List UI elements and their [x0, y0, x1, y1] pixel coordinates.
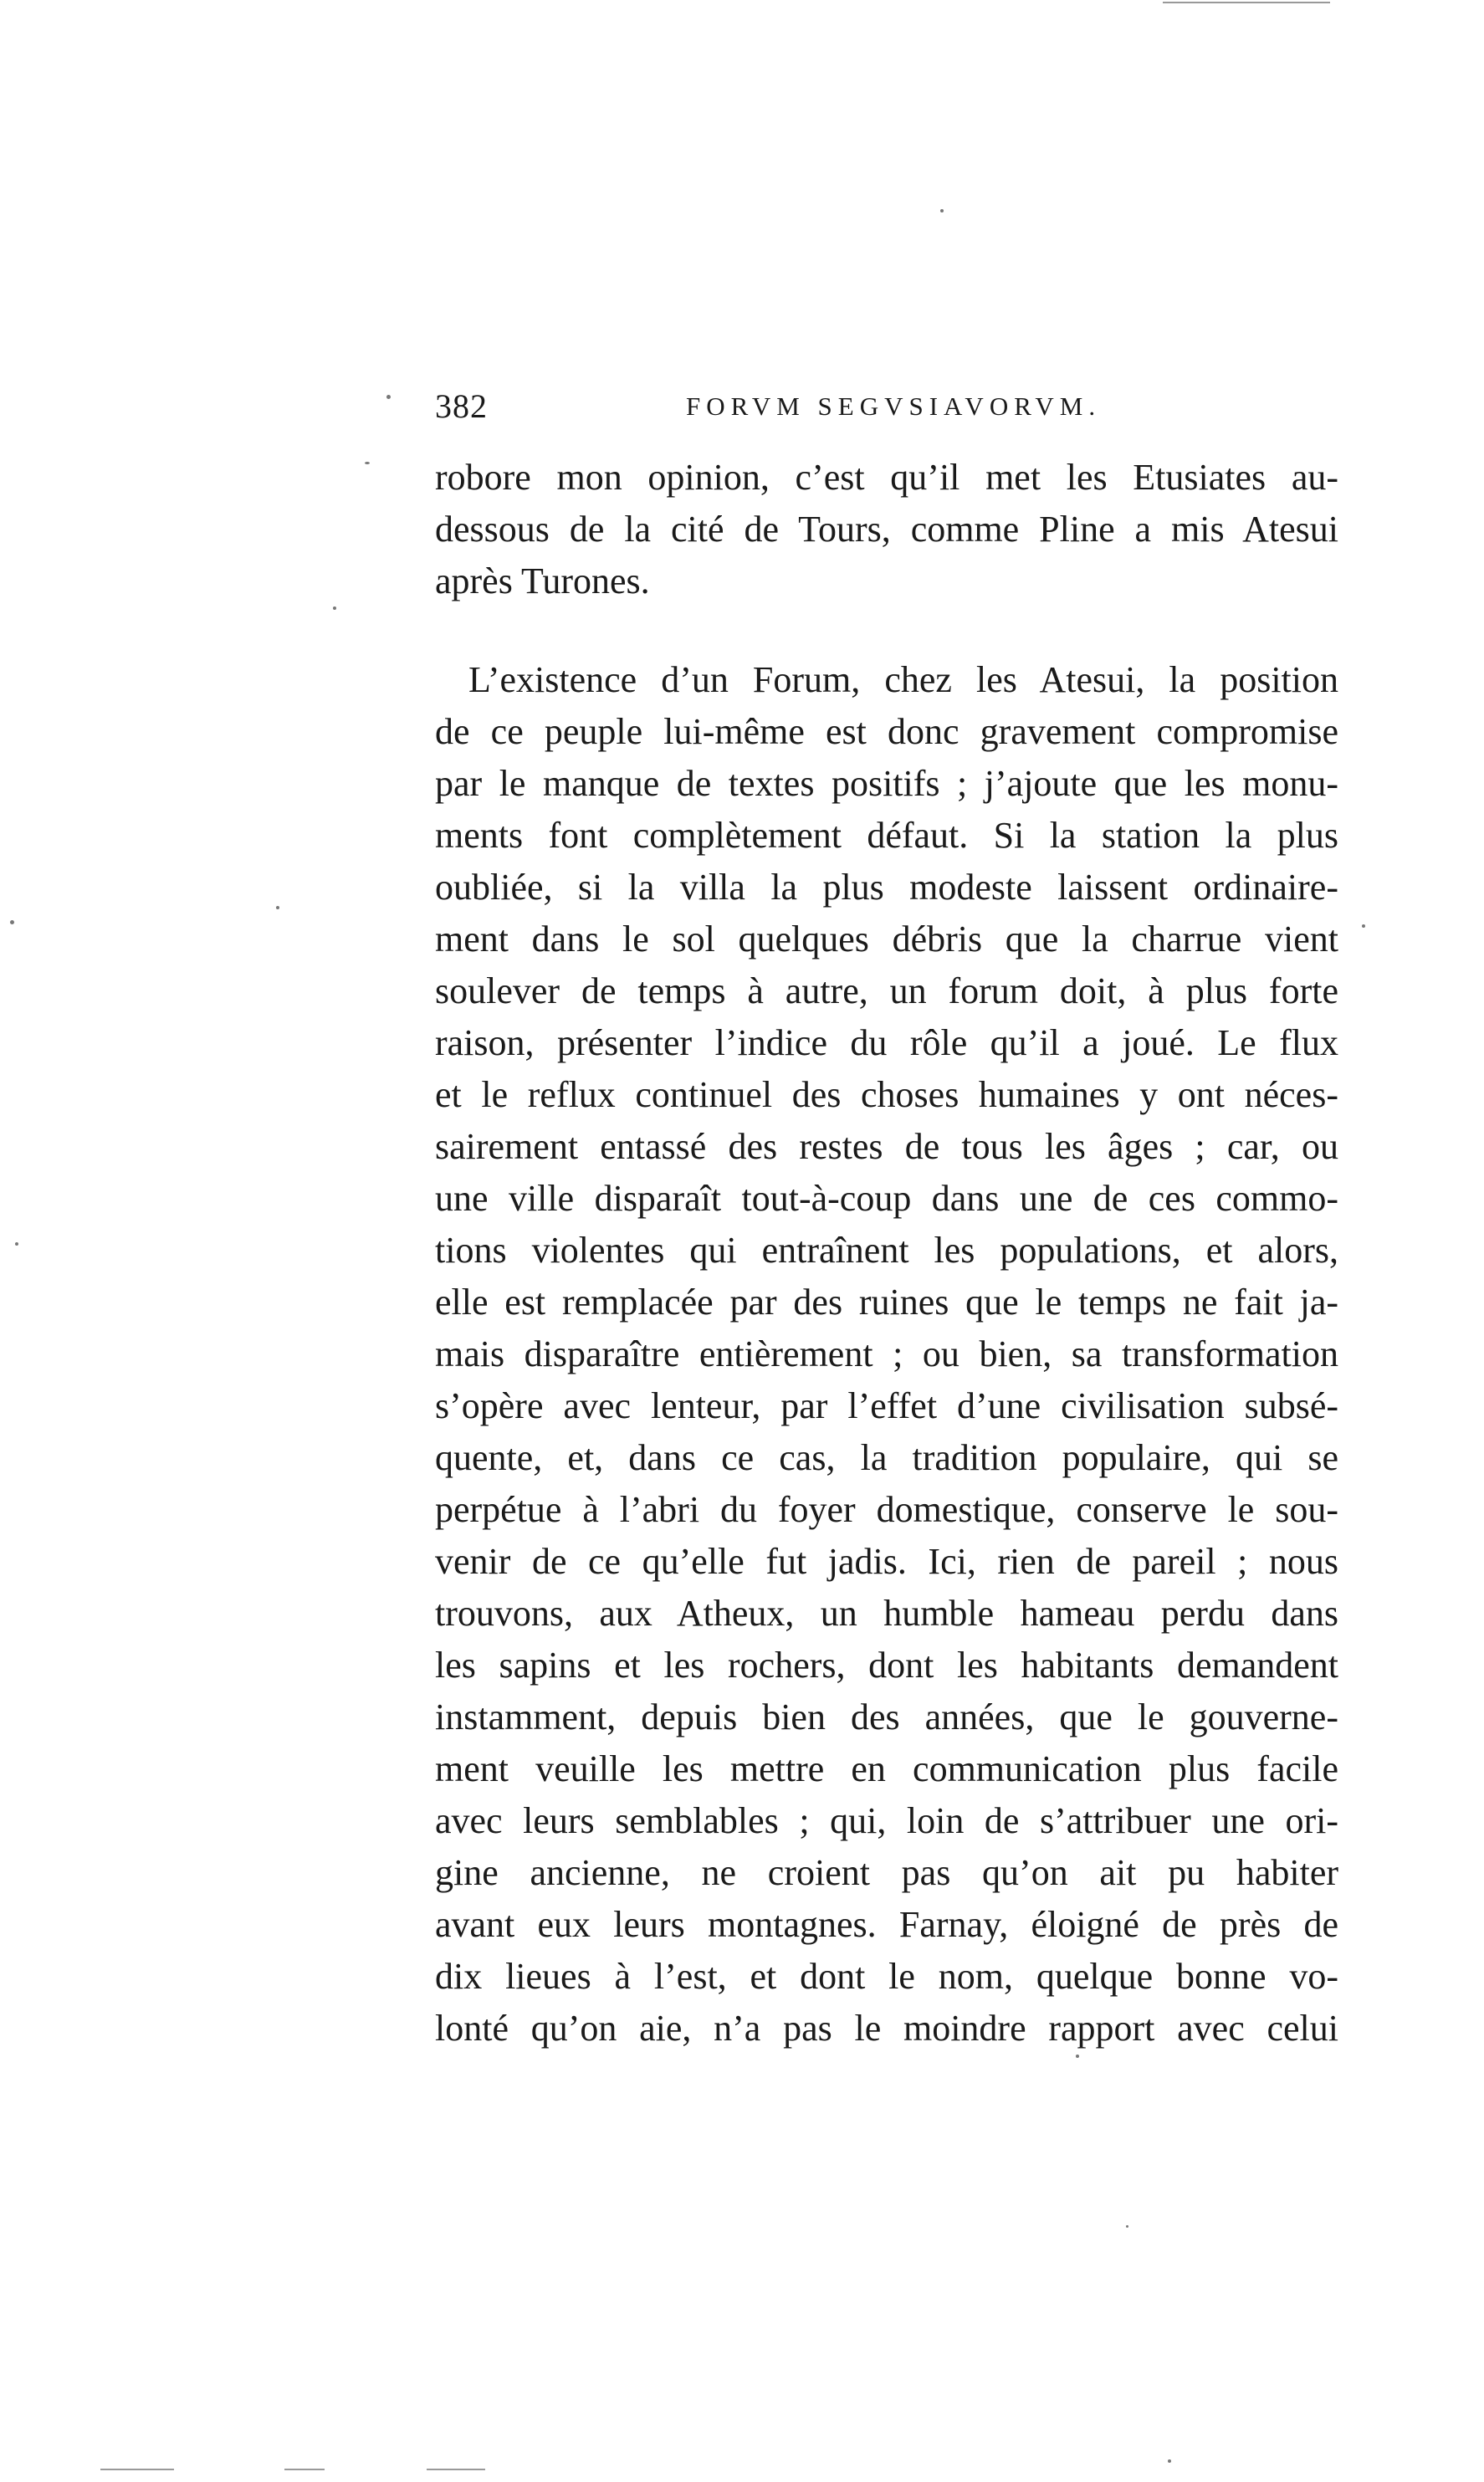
scan-edge-mark	[284, 2469, 325, 2470]
text-line: dessous de la cité de Tours, comme Pline a mis Atesui	[435, 509, 1338, 550]
text-line: mais disparaître entièrement ; ou bien, sa transformation	[435, 1333, 1338, 1374]
text-line: gine ancienne, ne croient pas qu’on ait pu habiter	[435, 1852, 1338, 1893]
scan-speck	[1126, 2225, 1128, 2228]
text-line: après Turones.	[435, 560, 650, 601]
text-line: avec leurs semblables ; qui, loin de s’attribuer une ori-	[435, 1800, 1338, 1841]
text-line: raison, présenter l’indice du rôle qu’il a joué. Le flux	[435, 1022, 1338, 1063]
text-line: perpétue à l’abri du foyer domestique, conserve le sou-	[435, 1489, 1338, 1530]
text-line: oubliée, si la villa la plus modeste laissent ordinaire-	[435, 867, 1338, 908]
text-line: par le manque de textes positifs ; j’ajoute que les monu-	[435, 763, 1338, 804]
scan-speck	[276, 906, 279, 909]
text-line: tions violentes qui entraînent les populations, et alors,	[435, 1230, 1338, 1271]
text-line: les sapins et les rochers, dont les habitants demandent	[435, 1645, 1338, 1686]
text-line: avant eux leurs montagnes. Farnay, éloigné de près de	[435, 1904, 1338, 1945]
scan-edge-mark	[1163, 2, 1330, 3]
scan-speck	[1076, 2055, 1079, 2058]
text-line: ment dans le sol quelques débris que la charrue vient	[435, 919, 1338, 960]
scan-speck	[940, 209, 944, 212]
text-line: sairement entassé des restes de tous les âges ; car, ou	[435, 1126, 1338, 1167]
scan-speck	[15, 1242, 18, 1246]
scan-speck	[10, 920, 14, 924]
text-line: robore mon opinion, c’est qu’il met les Etusiates au-	[435, 457, 1338, 498]
scan-edge-mark	[100, 2469, 174, 2470]
text-line: s’opère avec lenteur, par l’effet d’une civilisation subsé-	[435, 1385, 1338, 1426]
scan-speck	[386, 395, 391, 399]
text-line: dix lieues à l’est, et dont le nom, quelque bonne vo-	[435, 1956, 1338, 1997]
text-line: soulever de temps à autre, un forum doit, à plus forte	[435, 970, 1338, 1011]
scan-speck	[1168, 2459, 1171, 2463]
text-line: L’existence d’un Forum, chez les Atesui, la position	[468, 659, 1338, 700]
text-line: ment veuille les mettre en communication plus facile	[435, 1748, 1338, 1789]
text-line: une ville disparaît tout-à-coup dans une de ces commo-	[435, 1178, 1338, 1219]
text-line: instamment, depuis bien des années, que le gouverne-	[435, 1696, 1338, 1737]
running-title: FORVM SEGVSIAVORVM.	[686, 391, 1102, 421]
text-line: et le reflux continuel des choses humaines y ont néces-	[435, 1074, 1338, 1115]
scan-edge-mark	[427, 2469, 485, 2470]
body-text	[435, 452, 1338, 2055]
paragraph-gap	[435, 607, 1338, 654]
scan-speck	[333, 606, 336, 610]
text-line: venir de ce qu’elle fut jadis. Ici, rien de pareil ; nous	[435, 1541, 1338, 1582]
text-line: trouvons, aux Atheux, un humble hameau perdu dans	[435, 1593, 1338, 1634]
page-header	[435, 386, 1338, 433]
text-line: lonté qu’on aie, n’a pas le moindre rapport avec celui	[435, 2008, 1338, 2049]
page-number: 382	[435, 387, 488, 425]
scan-speck	[1362, 924, 1365, 928]
text-line: quente, et, dans ce cas, la tradition populaire, qui se	[435, 1437, 1338, 1478]
scan-speck	[365, 462, 370, 464]
text-line: ments font complètement défaut. Si la station la plus	[435, 815, 1338, 856]
text-line: elle est remplacée par des ruines que le temps ne fait ja-	[435, 1282, 1338, 1323]
text-line: de ce peuple lui-même est donc gravement compromise	[435, 711, 1338, 752]
